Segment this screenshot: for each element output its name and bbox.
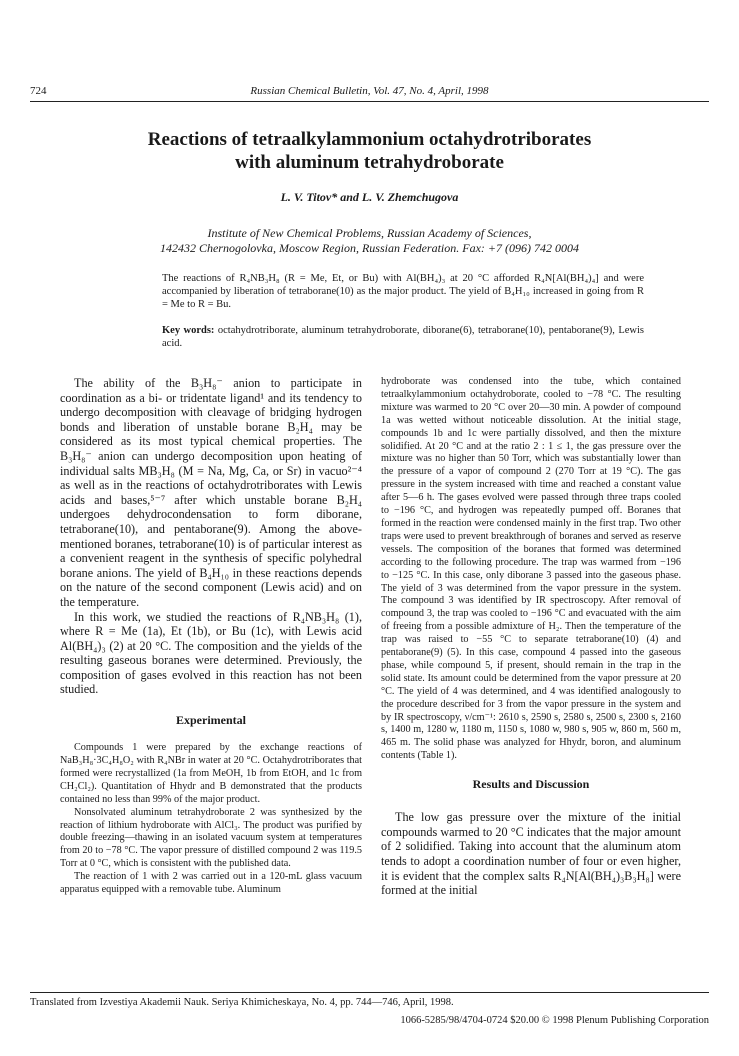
footer-rule [30,992,709,993]
experimental-heading: Experimental [176,713,246,728]
article-title [40,128,699,174]
keywords-label: Key words: [162,325,215,336]
intro-paragraph-1: The ability of the B₃H₈⁻ anion to participate in coordination as a bi- or tridentate ligand¹ and its tendency to undergo decomposition with cleavage of bridging hydrogen bonds and liberation of unstable borane B₂H₄ may be considered as its most typical chemical properties. The B₃H₈⁻ anion can undergo decomposition upon heating of individual salts MB₃H₈ (M = Na, Mg, Ca, or Sr) in vacuo²⁻⁴ as well as in the reactions of octahydrotriborates with Lewis acids and bases,⁵⁻⁷ after which unstable borane B₂H₄ undergoes dehydrocondensation to form diborane, tetraborane(10), and pentaborane(9). Among the above-mentioned boranes, tetraborane(10) is of particular interest as a convenient reagent in the synthesis of specific polyhedral borane anions. The yield of B₄H₁₀ in these reactions depends on the nature of the second component (Lewis acid) and on the temperature. [60,376,362,609]
authors: L. V. Titov* and L. V. Zhemchugova [280,190,459,204]
experimental-paragraph-1: Compounds 1 were prepared by the exchange reactions of NaB₃H₈·3C₄H₈O₂ with R₄NBr in water at 20 °C. Octahydrotriborates that formed were recrystallized (1a from MeOH, 1b from EtOH, and 1c from CH₂Cl₂). Quantitation of Hhydr and B demonstrated that the products contained no less than 99% of the major product. [60,742,362,805]
keywords [162,324,644,350]
experimental-paragraph-2: Nonsolvated aluminum tetrahydroborate 2 was synthesized by the reaction of lithium hydroborate with AlCl₃. The product was purified by double freezing—thawing in an isolated vacuum system at temperatures from 20 to −78 °C. The vapor pressure of distilled compound 2 was 119.5 Torr at 0 °C, which is consistent with the published data. [60,806,362,870]
abstract: The reactions of R₄NB₃H₈ (R = Me, Et, or Bu) with Al(BH₄)₃ at 20 °C afforded R₄N[Al(BH₄)₄] and were accompanied by liberation of tetraborane(10) as the major product. The yield of B₄H₁₀ increased in going from R = Me to R = Bu. [162,273,644,310]
page-number: 724 [30,85,47,97]
right-column [381,376,681,898]
results-heading: Results and Discussion [472,777,590,792]
affiliation-line-2: 142432 Chernogolovka, Moscow Region, Russian Federation. Fax: +7 (096) 742 0004 [159,241,580,255]
keywords-text: octahydrotriborate, aluminum tetrahydroborate, diborane(6), tetraborane(10), pentaborane(9), Lewis acid. [162,325,645,349]
experimental-paragraph-4: hydroborate was condensed into the tube, which contained tetraalkylammonium octahydroborate, cooled to −78 °C. The resulting mixture was warmed to 20 °C over 20—30 min. A powder of compound 1a was wetted without noticeable dissolution. At the initial stage, compounds 1b and 1c were partially dissolved, and then the mixture solidified. At 20 °C and at the ratio 2 : 1 ≤ 1, the gas pressure over the mixture was no higher than 50 Torr, which was substantially lower than the pressure of a vapor of compound 2 (270 Torr at 19 °C). The gas pressure in the system increased with time and reached a constant value after 5—6 h. The gases evolved were passed through three traps cooled to −196 °C, and hydrogen was repeatedly pumped off. Boranes that formed in the reaction were condensed mainly in the first trap. Two other traps were used to prevent breakthrough of boranes and served as reserve vessels. The composition of the boranes that formed was determined according to the following procedure. The trap was warmed from −196 to −125 °C. In this case, only diborane 3 passed into the gaseous phase. The yield of 3 was determined from the vapor pressure in the system. The compound 3 was identified by IR spectroscopy. After removal of compound 3, the trap was cooled to −196 °C and evacuated with the aim of freeing from a possible admixture of H₂. Then the temperature of the trap was raised to −55 °C to separate tetraborane(10) (4) and pentaborane(9) (5). In this case, compound 4 passed into the gaseous phase, while compound 5, if present, should remain in the trap in the solid state. Its amount could be determined from the vapor pressure at 20 °C. The yield of 4 was determined, and 4 was identified analogously to the procedure described for 3 from the vapor pressure in the system and by IR spectroscopy, ν/cm⁻¹: 2610 s, 2590 s, 2580 s, 2500 s, 2300 s, 2160 s, 1400 m, 1280 w, 1180 m, 1150 s, 1080 w, 980 s, 905 w, 860 m, 560 m, 465 m. The solid phase was analyzed for Hhydr, boron, and aluminum contents (Table 1). [381,376,681,762]
header-rule [30,101,709,102]
experimental-paragraph-3: The reaction of 1 with 2 was carried out in a 120-mL glass vacuum apparatus equipped with a removable tube. Aluminum [60,871,362,896]
results-paragraph-1: The low gas pressure over the mixture of the initial compounds warmed to 20 °C indicates that the major amount of 2 solidified. Taking into account that the aluminum atom tends to adopt a coordination number of four or even higher, it is evident that the complex salts R₄N[Al(BH₄)₃B₃H₈] were formed at the initial [381,810,681,898]
left-column [60,376,362,897]
affiliation-line-1: Institute of New Chemical Problems, Russian Academy of Sciences, [207,226,532,240]
running-head [30,84,709,100]
affiliation [40,226,699,256]
journal-citation: Russian Chemical Bulletin, Vol. 47, No. 4, April, 1998 [250,85,489,97]
translation-note: Translated from Izvestiya Akademii Nauk. Seriya Khimicheskaya, No. 4, pp. 744—746, April, 1998. [30,997,454,1008]
title-line-2: with aluminum tetrahydroborate [235,152,504,173]
title-line-1: Reactions of tetraalkylammonium octahydrotriborates [147,129,592,150]
intro-paragraph-2: In this work, we studied the reactions of R₄NB₃H₈ (1), where R = Me (1a), Et (1b), or Bu (1c), with Lewis acid Al(BH₄)₃ (2) at 20 °C. The composition and the yields of the resulting gaseous boranes were determined. Previously, the composition of gases evolved in this reaction has not been studied. [60,609,362,697]
copyright-line: 1066-5285/98/4704-0724 $20.00 © 1998 Plenum Publishing Corporation [400,1015,709,1026]
